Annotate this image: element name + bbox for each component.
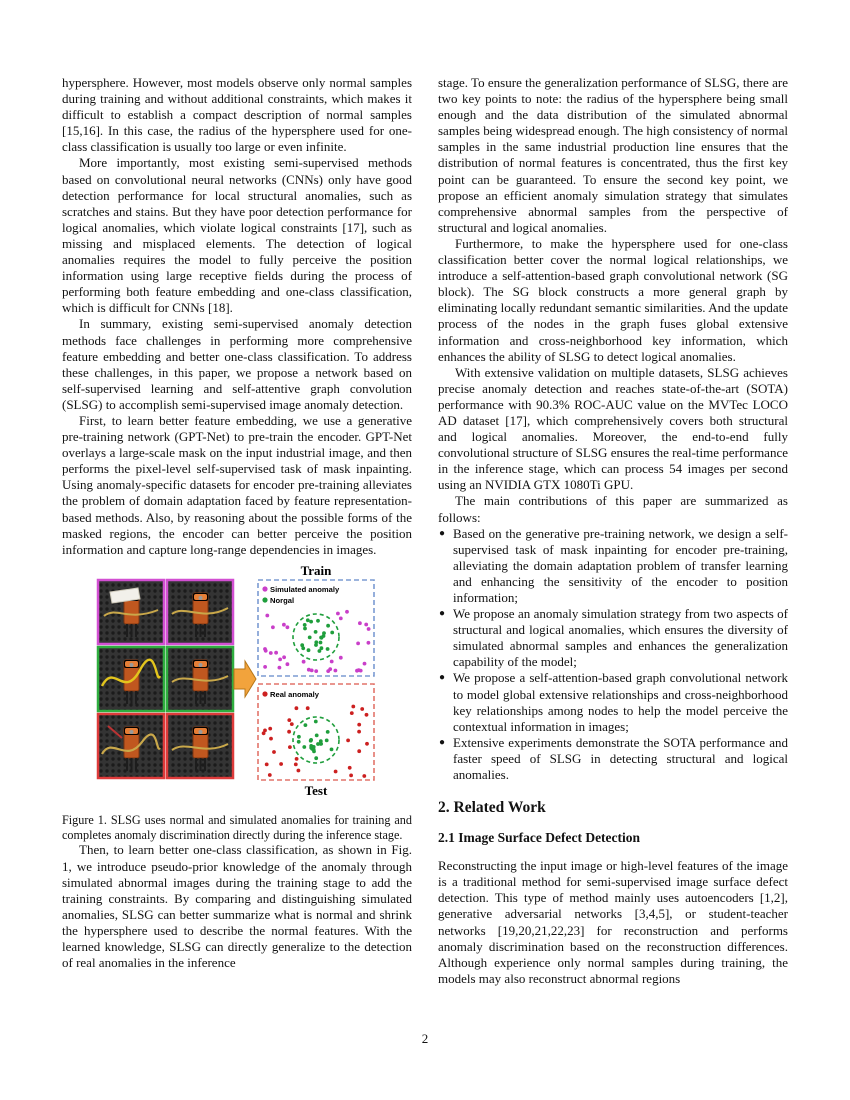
subsection-heading-image-surface-defect-detection: 2.1 Image Surface Defect Detection	[438, 830, 641, 846]
figure-sample-image-row1-right	[167, 580, 233, 644]
paragraph: Then, to learn better one-class classification, as shown in Fig. 1, we introduce pseudo-prior knowledge of the anomaly through simulated abnormal images during the training stage to add the training constraints. By comparing and distinguishing simulated anomalies, SLSG can better summarize what is normal and shrink the hypersphere used to describe the normal features. With the learned knowledge, SLSG can directly generalize to the detection of real anomalies in the inference	[62, 842, 412, 971]
paragraph: Furthermore, to make the hypersphere used for one-class classification better cover the normal logical relationships, we introduce a self-attention-based graph convolutional network (SG block). The SG block constructs a more general graph by eliminating locally redundant semantic similarities. And the update process of the nodes in the graph fuses global extensive information and cross-neighborhood key information, which enhances the ability of SLSG to detect logical anomalies.	[438, 235, 788, 364]
paragraph: Reconstructing the input image or high-level features of the image is a traditional method for semi-supervised image surface defect detection. This type of method mainly uses autoencoders [1,2], generative adversarial networks [3,4,5], or student-teacher networks [19,20,21,22,23] for reconstruction and performs anomaly discrimination based on the reconstruction differences. Although experience only normal samples during training, the models may also reconstruct abnormal regions	[438, 858, 788, 986]
paragraph: More importantly, most existing semi-supervised methods based on convolutional neural networks (CNNs) only have good detection performance for local structural anomalies, such as scratches and stains. But they have poor detection performance for logical anomalies, which violate logical constraints [17], such as missing and misplaced elements. The detection of logical anomalies requires the model to fully perceive the position information using large receptive fields during the process of performing both feature embedding and one-class classification, which is difficult for CNNs [18].	[62, 155, 412, 316]
page-number: 2	[421, 1031, 429, 1046]
figure-1	[62, 564, 412, 843]
legend-simulated-anomaly: Simulated anomaly	[270, 584, 340, 594]
legend-dot-simulated	[262, 586, 267, 591]
list-item	[438, 670, 788, 734]
legend-real-anomaly: Real anomaly	[270, 689, 319, 699]
bullet-icon: ●	[439, 672, 446, 684]
figure-1-illustration	[62, 564, 412, 804]
train-plot-box	[258, 580, 374, 676]
section-heading-related-work: 2. Related Work	[438, 799, 546, 817]
legend-dot-normal	[262, 597, 267, 602]
legend-dot-real	[262, 691, 267, 696]
legend-normal: Norgal	[270, 595, 295, 605]
list-item-text: We propose a self-attention-based graph convolutional network to model global extensive relationships and cross-neighborhood key relationships among nodes to help the model perceive the contextual information in images;	[453, 670, 788, 734]
left-column	[62, 75, 412, 987]
test-label: Test	[304, 782, 328, 798]
bullet-icon: ●	[439, 736, 446, 748]
list-item-text: Based on the generative pre-training network, we design a self-supervised task of mask inpainting for encoder pre-training, alleviating the domain adaptation problem of transfer learning and enhancing the sensitivity of the encoder to position information;	[453, 525, 788, 605]
bullet-icon: ●	[439, 608, 446, 620]
bullet-icon: ●	[439, 527, 446, 539]
paragraph: First, to learn better feature embedding, we use a generative pre-training network (GPT-Net) to pre-train the encoder. GPT-Net overlays a large-scale mask on the input industrial image, and then performs the pixel-level self-supervised task of mask inpainting. Using anomaly-specific datasets for encoder pre-training alleviates the problem of domain adaptation faced by feature representation-based methods. Also, by reasoning about the possible forms of the masked regions, the encoder can better perceive the position information and capture long-range dependencies in images.	[62, 412, 412, 557]
list-item-text: We propose an anomaly simulation strategy from two aspects of structural and logical anomalies, which ensures the diversity of simulated abnormal samples and enhances the generalization capability of the model;	[453, 606, 788, 670]
paragraph: hypersphere. However, most models observe only normal samples during training and without additional constraints, which makes it difficult to establish a compact description of normal samples [15,16]. In this case, the radius of the hypersphere used for one-class classification is usually too large or even infinite.	[62, 75, 412, 155]
figure-sample-image-row1-left	[98, 580, 164, 644]
list-item-text: Extensive experiments demonstrate the SOTA performance and faster speed of SLSG in detecting structural and logical anomalies.	[453, 734, 788, 783]
paragraph: The main contributions of this paper are summarized as follows:	[438, 493, 788, 525]
train-label: Train	[300, 563, 332, 578]
contributions-list	[438, 526, 788, 784]
paragraph: stage. To ensure the generalization performance of SLSG, there are two key points to note: the radius of the hypersphere being small enough and the data distribution of the simulated abnormal samples being widespread enough. The high consistency of normal samples in the same industrial production line ensures that the distribution of normal features is concentrated, thus the first key point can be guaranteed. To ensure the second key point, we propose an efficient anomaly simulation strategy that simulates comprehensive abnormal samples from the perspective of structural and logical anomalies.	[438, 75, 788, 235]
figure-sample-image-row2-left	[98, 647, 164, 711]
figure-1-caption: Figure 1. SLSG uses normal and simulated anomalies for training and completes anomaly discrimination directly during the inference stage.	[62, 812, 412, 842]
right-arrow-icon	[234, 661, 256, 697]
list-item	[438, 606, 788, 670]
figure-sample-image-row3-left	[98, 714, 164, 778]
right-column	[438, 75, 788, 987]
figure-sample-image-row3-right	[167, 714, 233, 778]
paragraph: In summary, existing semi-supervised anomaly detection methods face challenges in performing more comprehensive feature embedding and better one-class classification. To address these challenges, in this paper, we propose a network based on self-supervised learning and self-attentive graph convolution (SLSG) to accomplish semi-supervised image anomaly detection.	[62, 316, 412, 412]
list-item	[438, 735, 788, 783]
figure-sample-image-row2-right	[167, 647, 233, 711]
list-item	[438, 526, 788, 606]
paragraph: With extensive validation on multiple datasets, SLSG achieves precise anomaly detection and reaches state-of-the-art (SOTA) performance with 90.3% ROC-AUC value on the MVTec LOCO AD dataset [17], which comprehensively covers both structural and logical anomalies. Moreover, the end-to-end fully convolutional structure of SLSG ensures the real-time performance in the inference stage, which can process 54 images per second using an NVIDIA GTX 1080Ti GPU.	[438, 364, 788, 493]
